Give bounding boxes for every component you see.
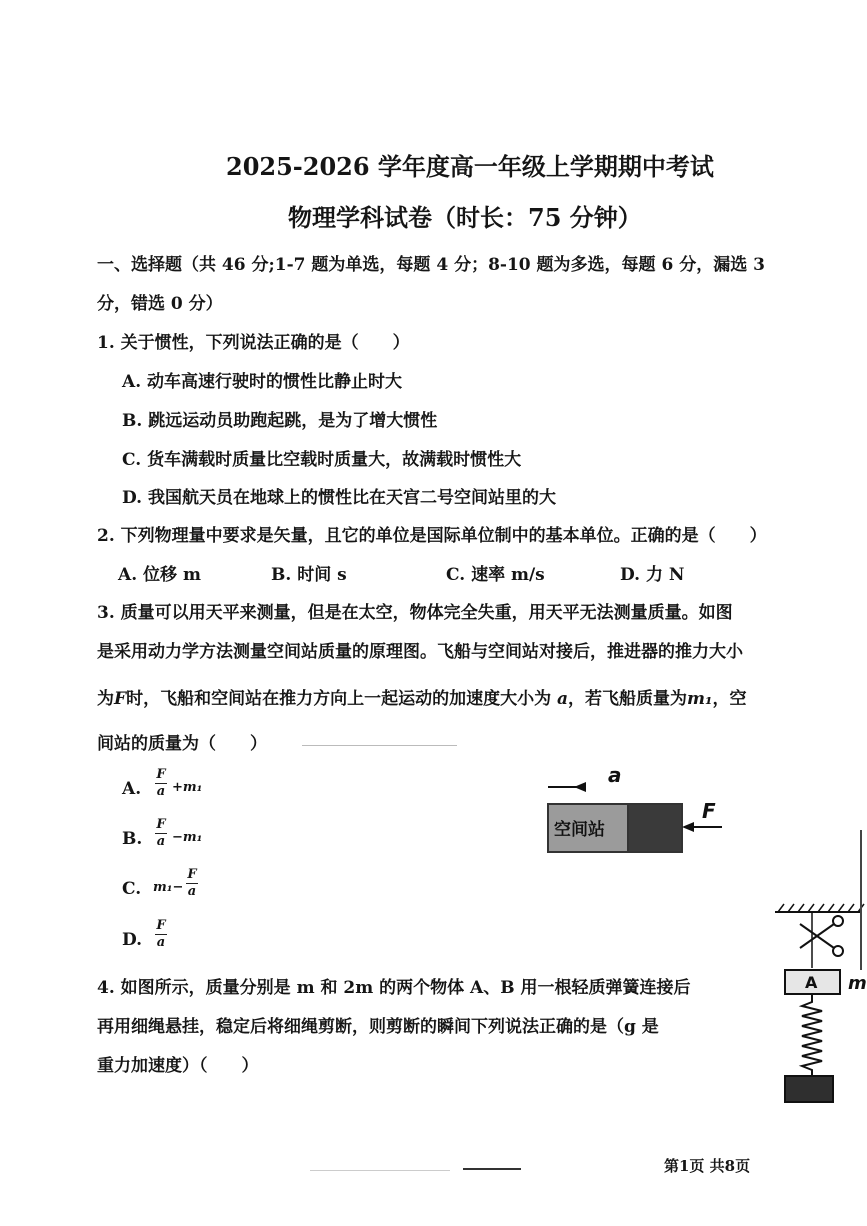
scan-edge — [860, 830, 862, 970]
q2-stem: 2. 下列物理量中要求是矢量，且它的单位是国际单位制中的基本单位。正确的是（ ） — [97, 526, 767, 546]
q3-mass-symbol: m₁ — [687, 689, 713, 709]
q3-text: ，若飞船质量为 — [568, 689, 688, 709]
q3-stem-line2: 是采用动力学方法测量空间站质量的原理图。飞船与空间站对接后，推进器的推力大小 — [97, 642, 743, 662]
q3-option-b-label: B. — [122, 829, 143, 849]
force-label: F — [702, 799, 716, 823]
q4-stem-line2: 再用细绳悬挂，稳定后将细绳剪断，则剪断的瞬间下列说法正确的是（g 是 — [97, 1017, 659, 1037]
q4-stem-line3: 重力加速度）（ ） — [97, 1056, 259, 1076]
accel-label: a — [608, 763, 622, 787]
q3-option-b-fraction — [155, 818, 167, 849]
section-heading: 一、选择题（共 46 分;1-7 题为单选，每题 4 分；8-10 题为多选，每题 6 分，漏选 3 — [97, 255, 765, 275]
q3-option-d-label: D. — [122, 930, 143, 950]
q3-option-a-tail: +m₁ — [172, 780, 203, 795]
exam-title: 2025-2026 学年度高一年级上学期期中考试 — [226, 152, 714, 181]
space-station-label: 空间站 — [554, 820, 605, 840]
q3-stem-line1: 3. 质量可以用天平来测量，但是在太空，物体完全失重，用天平无法测量质量。如图 — [97, 603, 733, 623]
q1-option-c: C. 货车满载时质量比空载时质量大，故满载时惯性大 — [122, 450, 522, 470]
q3-option-c-fraction — [186, 868, 198, 899]
q1-stem: 1. 关于惯性，下列说法正确的是（ ） — [97, 333, 410, 353]
fraction-denominator: a — [156, 784, 166, 799]
footer-dash — [463, 1168, 521, 1170]
q3-text: ，空 — [712, 689, 747, 709]
q4-figure — [770, 898, 867, 1108]
q3-option-a-fraction — [155, 768, 167, 799]
fraction-numerator: F — [156, 767, 166, 782]
q3-text: 时，飞船和空间站在推力方向上一起运动的加速度大小为 — [126, 689, 552, 709]
fraction-denominator: a — [156, 834, 166, 849]
q3-stem-line4: 间站的质量为（ ） — [97, 734, 267, 754]
q2-option-a: A. 位移 m — [118, 565, 201, 585]
q3-text: 为 — [97, 689, 114, 709]
q3-force-symbol: F — [114, 689, 127, 709]
spacecraft-block — [628, 804, 682, 852]
q3-stem-line3 — [97, 688, 746, 710]
force-arrow-head — [682, 822, 694, 832]
q3-accel-symbol: a — [557, 689, 569, 709]
fraction-numerator: F — [156, 817, 166, 832]
q3-figure — [540, 760, 740, 860]
fraction-numerator: F — [187, 867, 197, 882]
q1-option-b: B. 跳远运动员助跑起跳，是为了增大惯性 — [122, 411, 438, 431]
ceiling-hatch — [778, 904, 864, 912]
section-heading-cont: 分，错选 0 分） — [97, 294, 223, 314]
q1-option-d: D. 我国航天员在地球上的惯性比在天宫二号空间站里的大 — [122, 488, 556, 508]
q2-option-b: B. 时间 s — [271, 565, 347, 585]
fraction-numerator: F — [156, 918, 166, 933]
footer-scan-mark — [310, 1170, 450, 1171]
accel-arrow-head — [574, 782, 586, 792]
q3-option-c-label: C. — [122, 879, 142, 899]
block-a-mass: m — [848, 973, 867, 994]
scan-mark-line — [302, 745, 457, 746]
q4-stem-line1: 4. 如图所示，质量分别是 m 和 2m 的两个物体 A、B 用一根轻质弹簧连接后 — [97, 978, 691, 998]
q3-option-a-label: A. — [122, 779, 142, 799]
page-number: 第1页 共8页 — [664, 1157, 751, 1175]
q3-option-b-tail: −m₁ — [172, 830, 203, 845]
fraction-denominator: a — [187, 884, 197, 899]
q3-option-d-fraction — [155, 919, 167, 950]
exam-subtitle: 物理学科试卷（时长：75 分钟） — [288, 203, 642, 232]
q3-option-c-head: m₁− — [153, 880, 184, 895]
q1-option-a: A. 动车高速行驶时的惯性比静止时大 — [122, 372, 403, 392]
spring — [802, 994, 822, 1076]
q2-option-d: D. 力 N — [620, 565, 685, 585]
block-b — [785, 1076, 833, 1102]
block-a-label: A — [805, 973, 818, 992]
scissors-icon — [800, 916, 843, 956]
fraction-denominator: a — [156, 935, 166, 950]
q2-option-c: C. 速率 m/s — [446, 565, 545, 585]
